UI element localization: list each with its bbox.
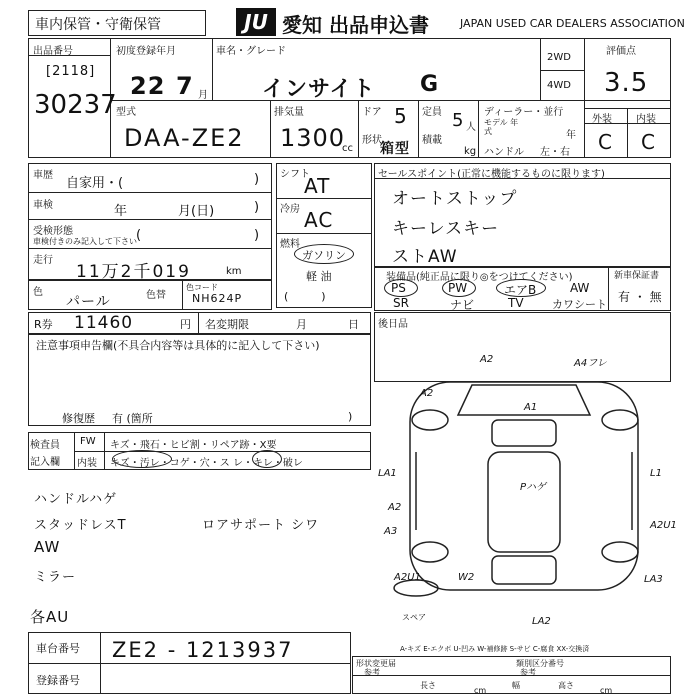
roof — [488, 452, 560, 552]
history-value: 自家用・( — [66, 176, 124, 191]
inspection-month: 月(日) — [178, 204, 215, 219]
chassis-number-label: 車台番号 — [36, 642, 80, 655]
doors-value: 5 — [394, 104, 408, 128]
windshield — [492, 420, 556, 446]
lot-sub-number: [2118] — [46, 64, 96, 79]
displacement-label: 排気量 — [274, 107, 304, 118]
inspector-label-2: 記入欄 — [30, 457, 60, 468]
registration-year: 22 — [130, 72, 166, 100]
model-name: インサイト — [262, 77, 376, 102]
equip-aw: AW — [570, 281, 590, 295]
sales-point-1: オートストップ — [392, 189, 518, 209]
fuel-value: ガソリン — [302, 249, 346, 262]
registration-number-label: 登録番号 — [36, 674, 80, 687]
exterior-grade: C — [598, 130, 613, 154]
equip-tv: TV — [508, 296, 524, 310]
chassis-type-label: 型式 — [116, 107, 136, 118]
color-change-label: 色替 — [146, 290, 166, 301]
dealer-label: ディーラー・並行 — [484, 107, 564, 118]
equip-pw: PW — [448, 281, 468, 295]
displacement-unit: cc — [342, 143, 353, 154]
note-2: スタッドレスT — [34, 518, 127, 533]
color-code-label: 色コード — [186, 283, 218, 292]
inspector-row-1: キズ・飛石・ヒビ割・リペア跡・X要 — [110, 440, 277, 451]
inspector-label-1: 検査員 — [30, 440, 60, 451]
score-label: 評価点 — [606, 46, 636, 57]
association-name: JAPAN USED CAR DEALERS ASSOCIATION — [460, 17, 685, 30]
car-damage-diagram — [376, 360, 671, 630]
sales-point-2: キーレスキー — [392, 219, 500, 239]
mileage-label: 走行 — [33, 255, 53, 266]
recycle-value: 11460 — [74, 313, 134, 333]
color-value: パール — [66, 294, 111, 310]
ac-value: AC — [304, 208, 334, 232]
capacity-unit: 人 — [466, 122, 476, 133]
note-3: AW — [34, 538, 61, 556]
fuel-other: ( ) — [284, 290, 326, 303]
load-label: 積載 — [422, 135, 442, 146]
registration-month: 7 — [176, 72, 194, 100]
sales-point-3: ストAW — [392, 247, 458, 267]
capacity-label: 定員 — [422, 107, 442, 118]
shift-value: AT — [304, 174, 331, 198]
load-unit: kg — [464, 146, 477, 157]
fuel-alt: 軽 油 — [306, 270, 332, 283]
spare-label: スペア — [402, 613, 426, 622]
capacity-value: 5 — [452, 110, 465, 131]
color-code: NH624P — [192, 292, 243, 305]
drive-2wd: 2WD — [547, 52, 571, 63]
mileage-unit: km — [226, 266, 242, 277]
inspection-year: 年 — [114, 204, 128, 219]
damage-legend: A-キズ E-エクボ U-凹み W-補修跡 S-サビ C-腐食 XX-交換済 — [400, 645, 590, 653]
wheel-rl — [412, 542, 448, 562]
inspector-interior: 内装 — [77, 458, 97, 469]
doors-label: ドア — [362, 107, 382, 118]
mileage-value: 11万2千019 — [76, 262, 191, 282]
drive-4wd: 4WD — [547, 80, 571, 91]
form-title: 愛知 出品申込書 — [282, 13, 429, 37]
wheel-rr — [602, 542, 638, 562]
registration-label: 初度登録年月 — [116, 46, 176, 57]
receipt-note: 車検付きのみ記入して下さい — [33, 237, 137, 246]
inspection-label: 車検 — [33, 200, 53, 211]
wheel-fr — [602, 410, 638, 430]
note-5: 各AU — [30, 608, 70, 626]
equip-seat: カワシート — [552, 298, 607, 311]
rear-window — [492, 556, 556, 584]
recycle-label: R券 — [34, 318, 53, 331]
equip-airbag: エアB — [504, 283, 537, 297]
ac-label: 冷房 — [280, 204, 300, 215]
ju-logo: JU — [236, 8, 276, 36]
shape-value: 箱型 — [380, 141, 410, 157]
color-label: 色 — [33, 287, 43, 298]
notes-label: 注意事項申告欄(不具合内容等は具体的に記入して下さい) — [36, 339, 320, 352]
model-year-suffix: 年 — [566, 130, 576, 141]
chassis-type: DAA-ZE2 — [124, 124, 245, 152]
wheel-fl — [412, 410, 448, 430]
score-value: 3.5 — [604, 68, 649, 98]
storage-tag-box — [28, 10, 206, 36]
interior-grade: C — [641, 130, 656, 154]
history-label: 車歴 — [33, 170, 53, 181]
shift-label: シフト — [280, 169, 310, 180]
note-1: ハンドルハゲ — [34, 492, 118, 507]
equip-navi: ナビ — [450, 298, 475, 312]
chassis-number: ZE2 - 1213937 — [112, 638, 294, 662]
model-name-label: 車名・グレード — [216, 46, 286, 57]
registration-month-unit: 月 — [198, 90, 208, 101]
note-right: ロアサポート シワ — [202, 518, 320, 533]
note-4: ミラー — [34, 570, 77, 585]
equipment-label: 装備品(純正品に限り◎をつけてください) — [386, 272, 573, 283]
receipt-label: 受検形態 — [33, 226, 73, 237]
interior-label: 内装 — [636, 114, 656, 125]
sales-points-label: セールスポイント(正常に機能するものに限ります) — [378, 169, 605, 180]
name-change-label: 名変期限 — [205, 318, 249, 331]
handle-options: 左・右 — [540, 147, 570, 158]
storage-tag: 車内保管・守衛保管 — [35, 17, 161, 33]
auction-sheet: 車内保管・守衛保管 JU 愛知 出品申込書 JAPAN USED CAR DEALERS ASSOCIATION 出品番号 [2118] 30237 初度登録年月 22 7 月 車名・グレード インサイト G 2WD 4WD 評価点 3.5 外装 内装 C C 型式 DAA-ZE2 排気量 1300 cc ドア 5 形状 箱型 定員 5 人 積載 kg ディーラー・並行 モデル 年式 年 ハンドル 左・右 車歴 自家用・( ) 車検 年 月(日) ) 受検形態 車検付きのみ記入して下さい ( ) 走行 11万2千019 km 色 パール 色替 色コード NH624P シフト AT 冷房 AC 燃料 ガソリン 軽 油 ( ) セールスポイント(正常に機能するものに限ります) オートストップ キーレスキー ストAW 装備品(純正品に限り◎をつけてください) PS PW エアB AW SR ナビ TV カワシート 新車保証書 有 ・ 無 R券 11460 円 名変期限 月 日 後日品 注意事項申告欄(不具合内容等は具体的に記入して下さい) 修復歴 有 (箇所 ) 検査員 記入欄 FW キズ・飛石・ヒビ割・リペア跡・X要 内装 キズ・汚レ・コゲ・穴・ス レ・キレ・破レ ハンドルハゲ スタッドレスT ロアサポート シワ AW ミラー 各AU A2 A4フレ A2 A1 LA1 L1 Pハゲ A2 A3 A2U1 A2U1 W2 LA3 LA2 スペア A-キズ E-エクボ U-凹み W-補修跡 S-サビ C-腐食 XX-交換済 車台番号 ZE2 - 1213937 登録番号 形状変更届 参考 長さ cm 類別区分番号 参考 幅 高さ cm — [30, 10, 685, 695]
equip-sr: SR — [393, 296, 409, 310]
exterior-label: 外装 — [592, 114, 612, 125]
equip-ps: PS — [391, 281, 406, 295]
recycle-unit: 円 — [180, 318, 191, 331]
lot-number: 30237 — [34, 90, 117, 120]
repair-history-label: 修復歴 — [62, 412, 95, 425]
shape-label: 形状 — [362, 135, 382, 146]
repair-history-value: 有 (箇所 — [112, 412, 153, 425]
newcar-warranty-label: 新車保証書 — [614, 271, 660, 281]
model-year-label: モデル 年式 — [484, 118, 519, 136]
handle-label: ハンドル — [484, 147, 524, 158]
lot-number-label: 出品番号 — [33, 46, 73, 57]
newcar-warranty-value: 有 ・ 無 — [618, 290, 662, 304]
model-grade: G — [420, 72, 440, 97]
inspector-row-2: キズ・汚レ・コゲ・穴・ス レ・キレ・破レ — [110, 458, 303, 469]
after-sale-label: 後日品 — [378, 319, 408, 330]
fuel-label: 燃料 — [280, 239, 300, 250]
inspector-fw: FW — [80, 436, 96, 447]
displacement-value: 1300 — [280, 124, 346, 152]
